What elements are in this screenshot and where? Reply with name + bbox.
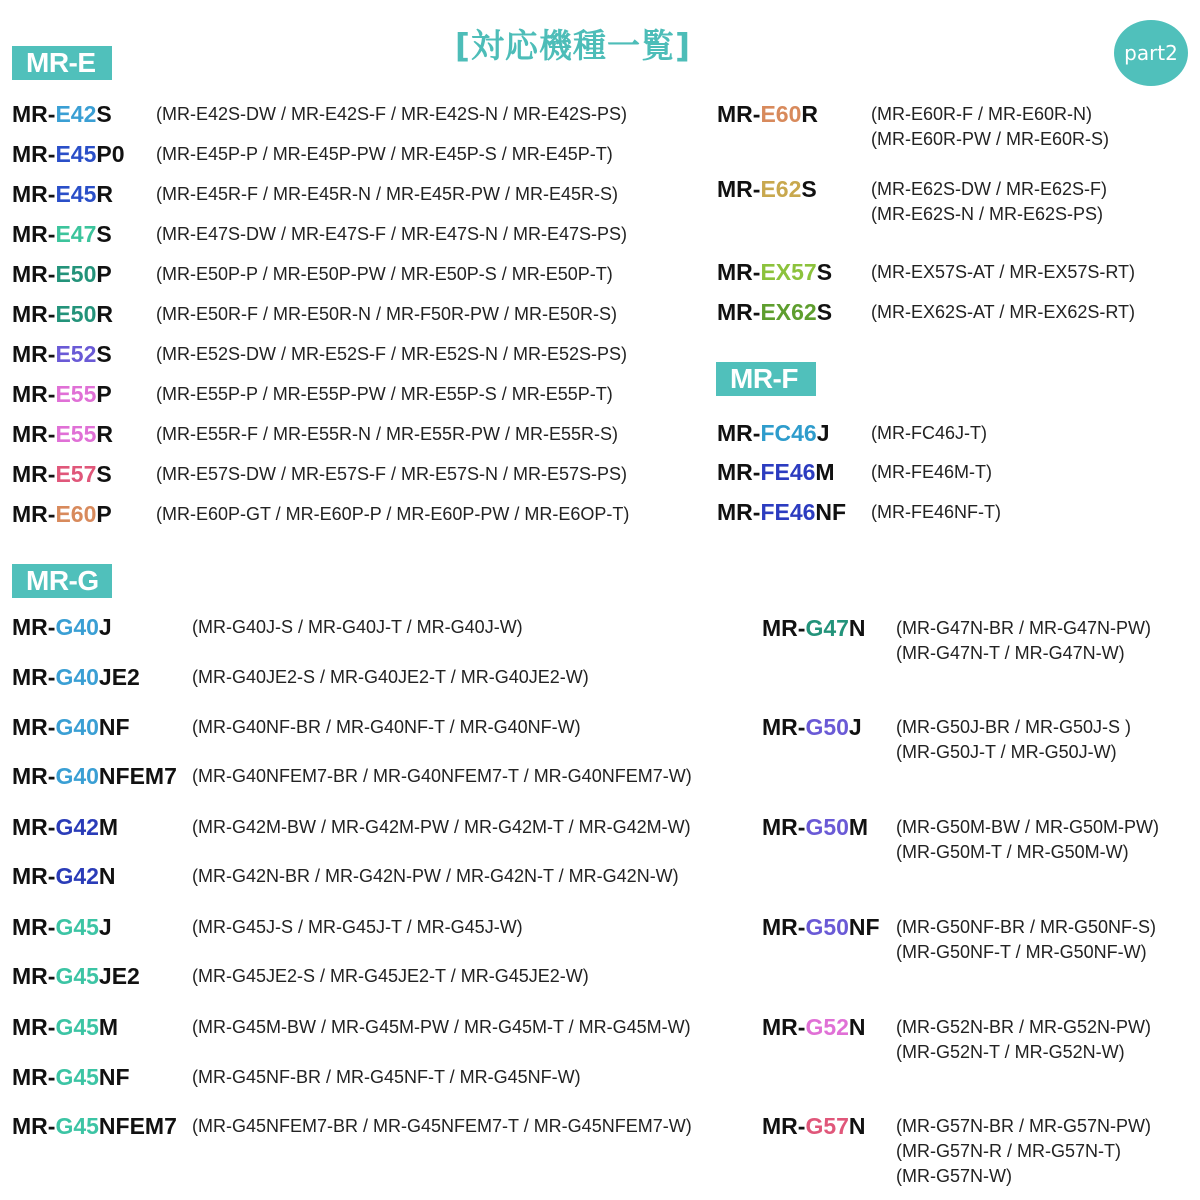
model-name xyxy=(717,176,817,202)
model-prefix: MR- xyxy=(12,1064,56,1090)
model-prefix: MR- xyxy=(717,101,761,127)
model-suffix: M xyxy=(815,459,835,485)
variant-line: (MR-E45R-F / MR-E45R-N / MR-E45R-PW / MR-E45R-S) xyxy=(156,184,619,204)
model-name xyxy=(12,914,112,940)
model-name xyxy=(717,499,846,525)
model-prefix: MR- xyxy=(717,176,761,202)
model-suffix: J xyxy=(98,914,112,940)
model-prefix: MR- xyxy=(12,141,56,167)
model-variants xyxy=(896,1114,1151,1189)
model-prefix: MR- xyxy=(12,664,56,690)
section-header-mr-e: MR-E xyxy=(12,46,112,80)
model-variants xyxy=(192,715,581,740)
model-suffix: P xyxy=(96,381,112,407)
model-prefix: MR- xyxy=(717,299,761,325)
variant-line: (MR-G57N-BR / MR-G57N-PW) xyxy=(896,1116,1151,1136)
model-series-code: EX57 xyxy=(760,259,817,285)
model-name xyxy=(12,261,112,287)
model-suffix: R xyxy=(96,301,113,327)
model-variants xyxy=(156,302,617,327)
model-prefix: MR- xyxy=(12,461,56,487)
model-suffix: N xyxy=(848,1113,866,1139)
model-name xyxy=(762,714,862,740)
model-series-code: E50 xyxy=(55,261,97,287)
variant-line: (MR-E52S-DW / MR-E52S-F / MR-E52S-N / MR-E52S-PS) xyxy=(156,344,628,364)
model-series-code: E60 xyxy=(760,101,802,127)
variant-line: (MR-G52N-BR / MR-G52N-PW) xyxy=(896,1017,1151,1037)
model-variants xyxy=(156,222,627,247)
model-variants xyxy=(192,665,589,690)
model-variants xyxy=(192,1065,581,1090)
model-series-code: G50 xyxy=(805,914,849,940)
model-series-code: G47 xyxy=(805,615,849,641)
model-name xyxy=(12,863,116,889)
variant-line: (MR-G40J-S / MR-G40J-T / MR-G40J-W) xyxy=(192,617,523,637)
model-variants xyxy=(192,964,589,989)
model-suffix: P xyxy=(96,501,112,527)
model-series-code: G42 xyxy=(55,863,99,889)
model-name xyxy=(762,1113,866,1139)
model-prefix: MR- xyxy=(12,1113,56,1139)
model-series-code: E50 xyxy=(55,301,97,327)
variant-line: (MR-G50J-T / MR-G50J-W) xyxy=(896,742,1117,762)
model-variants xyxy=(871,460,992,485)
variant-line: (MR-G57N-R / MR-G57N-T) xyxy=(896,1141,1121,1161)
variant-line: (MR-G45NF-BR / MR-G45NF-T / MR-G45NF-W) xyxy=(192,1067,581,1087)
model-prefix: MR- xyxy=(717,499,761,525)
model-prefix: MR- xyxy=(12,814,56,840)
model-variants xyxy=(896,1015,1151,1065)
model-prefix: MR- xyxy=(717,459,761,485)
model-variants xyxy=(156,262,613,287)
variant-line: (MR-G50M-BW / MR-G50M-PW) xyxy=(896,817,1159,837)
model-prefix: MR- xyxy=(12,1014,56,1040)
section-header-mr-f: MR-F xyxy=(716,362,816,396)
model-variants xyxy=(156,342,627,367)
model-series-code: G57 xyxy=(805,1113,849,1139)
model-prefix: MR- xyxy=(762,615,806,641)
model-suffix: NFEM7 xyxy=(98,1113,177,1139)
model-variants xyxy=(192,1114,692,1139)
model-variants xyxy=(871,102,1109,152)
model-suffix: NF xyxy=(98,714,130,740)
model-prefix: MR- xyxy=(12,261,56,287)
variant-line: (MR-E55P-P / MR-E55P-PW / MR-E55P-S / MR-E55P-T) xyxy=(156,384,613,404)
model-prefix: MR- xyxy=(762,814,806,840)
model-suffix: J xyxy=(816,420,830,446)
model-variants xyxy=(156,182,618,207)
model-series-code: E57 xyxy=(55,461,97,487)
model-prefix: MR- xyxy=(12,421,56,447)
variant-line: (MR-G42N-BR / MR-G42N-PW / MR-G42N-T / MR-G42N-W) xyxy=(192,866,679,886)
model-series-code: G40 xyxy=(55,763,99,789)
model-series-code: FE46 xyxy=(760,499,816,525)
model-suffix: N xyxy=(848,1014,866,1040)
model-series-code: E62 xyxy=(760,176,802,202)
model-series-code: E55 xyxy=(55,421,97,447)
model-name xyxy=(12,1064,130,1090)
model-name xyxy=(762,814,868,840)
model-name xyxy=(12,763,177,789)
model-series-code: G45 xyxy=(55,1064,99,1090)
model-name xyxy=(12,141,125,167)
variant-line: (MR-E55R-F / MR-E55R-N / MR-E55R-PW / MR-E55R-S) xyxy=(156,424,619,444)
model-suffix: J xyxy=(848,714,862,740)
variant-line: (MR-E60R-F / MR-E60R-N) xyxy=(871,104,1093,124)
model-suffix: S xyxy=(816,299,833,325)
variant-line: (MR-G40NF-BR / MR-G40NF-T / MR-G40NF-W) xyxy=(192,717,581,737)
model-variants xyxy=(192,615,523,640)
model-variants xyxy=(156,382,613,407)
model-suffix: JE2 xyxy=(98,664,140,690)
model-suffix: R xyxy=(96,421,113,447)
model-suffix: M xyxy=(98,814,119,840)
variant-line: (MR-E60R-PW / MR-E60R-S) xyxy=(871,129,1110,149)
model-prefix: MR- xyxy=(12,763,56,789)
model-suffix: S xyxy=(816,259,833,285)
model-prefix: MR- xyxy=(12,714,56,740)
model-suffix: M xyxy=(98,1014,119,1040)
model-suffix: N xyxy=(98,863,116,889)
variant-line: (MR-E47S-DW / MR-E47S-F / MR-E47S-N / MR-E47S-PS) xyxy=(156,224,628,244)
variant-line: (MR-EX57S-AT / MR-EX57S-RT) xyxy=(871,262,1136,282)
model-series-code: G42 xyxy=(55,814,99,840)
variant-line: (MR-FC46J-T) xyxy=(871,423,987,443)
variant-line: (MR-G52N-T / MR-G52N-W) xyxy=(896,1042,1125,1062)
model-series-code: EX62 xyxy=(760,299,817,325)
model-suffix: N xyxy=(848,615,866,641)
variant-line: (MR-G57N-W) xyxy=(896,1166,1012,1186)
model-prefix: MR- xyxy=(717,420,761,446)
model-name xyxy=(762,615,866,641)
model-suffix: NF xyxy=(815,499,847,525)
model-suffix: M xyxy=(848,814,869,840)
page-title: [対応機種一覧] xyxy=(454,26,692,65)
model-variants xyxy=(192,764,692,789)
model-name xyxy=(717,459,835,485)
variant-line: (MR-G45J-S / MR-G45J-T / MR-G45J-W) xyxy=(192,917,523,937)
model-variants xyxy=(192,915,523,940)
variant-line: (MR-E50P-P / MR-E50P-PW / MR-E50P-S / MR-E50P-T) xyxy=(156,264,613,284)
model-suffix: S xyxy=(96,101,112,127)
model-suffix: P0 xyxy=(96,141,125,167)
model-variants xyxy=(156,502,629,527)
model-name xyxy=(12,181,113,207)
model-suffix: R xyxy=(96,181,113,207)
model-variants xyxy=(871,300,1135,325)
model-variants xyxy=(896,815,1159,865)
variant-line: (MR-E50R-F / MR-E50R-N / MR-F50R-PW / MR-E50R-S) xyxy=(156,304,618,324)
model-series-code: G40 xyxy=(55,714,99,740)
model-series-code: E45 xyxy=(55,141,97,167)
model-series-code: FE46 xyxy=(760,459,816,485)
model-suffix: P xyxy=(96,261,112,287)
model-name xyxy=(717,299,832,325)
model-prefix: MR- xyxy=(762,1113,806,1139)
model-suffix: S xyxy=(801,176,817,202)
model-prefix: MR- xyxy=(717,259,761,285)
model-series-code: G50 xyxy=(805,814,849,840)
model-suffix: NF xyxy=(98,1064,130,1090)
model-prefix: MR- xyxy=(12,101,56,127)
model-name xyxy=(717,101,818,127)
model-name xyxy=(12,1014,118,1040)
model-variants xyxy=(896,616,1151,666)
model-name xyxy=(717,259,832,285)
model-prefix: MR- xyxy=(762,914,806,940)
variant-line: (MR-G50M-T / MR-G50M-W) xyxy=(896,842,1129,862)
model-series-code: G45 xyxy=(55,1113,99,1139)
model-name xyxy=(717,420,829,446)
model-name xyxy=(762,914,880,940)
model-prefix: MR- xyxy=(12,301,56,327)
model-series-code: G45 xyxy=(55,914,99,940)
model-series-code: G50 xyxy=(805,714,849,740)
model-prefix: MR- xyxy=(12,863,56,889)
model-prefix: MR- xyxy=(12,381,56,407)
model-suffix: NF xyxy=(848,914,880,940)
model-name xyxy=(12,421,113,447)
model-variants xyxy=(192,1015,691,1040)
model-name xyxy=(12,101,112,127)
model-name xyxy=(762,1014,866,1040)
variant-line: (MR-G47N-T / MR-G47N-W) xyxy=(896,643,1125,663)
model-series-code: G45 xyxy=(55,963,99,989)
model-series-code: E52 xyxy=(55,341,97,367)
model-name xyxy=(12,461,112,487)
variant-line: (MR-G45M-BW / MR-G45M-PW / MR-G45M-T / MR-G45M-W) xyxy=(192,1017,691,1037)
variant-line: (MR-E62S-N / MR-E62S-PS) xyxy=(871,204,1104,224)
model-name xyxy=(12,1113,177,1139)
model-name xyxy=(12,614,112,640)
model-suffix: S xyxy=(96,221,112,247)
variant-line: (MR-E45P-P / MR-E45P-PW / MR-E45P-S / MR-E45P-T) xyxy=(156,144,613,164)
variant-line: (MR-G45JE2-S / MR-G45JE2-T / MR-G45JE2-W) xyxy=(192,966,589,986)
model-prefix: MR- xyxy=(12,221,56,247)
model-prefix: MR- xyxy=(12,914,56,940)
variant-line: (MR-G40NFEM7-BR / MR-G40NFEM7-T / MR-G40NFEM7-W) xyxy=(192,766,692,786)
model-name xyxy=(12,221,112,247)
model-name xyxy=(12,501,112,527)
model-prefix: MR- xyxy=(12,963,56,989)
variant-line: (MR-EX62S-AT / MR-EX62S-RT) xyxy=(871,302,1136,322)
variant-line: (MR-E60P-GT / MR-E60P-P / MR-E60P-PW / MR-E6OP-T) xyxy=(156,504,630,524)
model-series-code: E45 xyxy=(55,181,97,207)
model-name xyxy=(12,664,140,690)
variant-line: (MR-G42M-BW / MR-G42M-PW / MR-G42M-T / MR-G42M-W) xyxy=(192,817,691,837)
model-variants xyxy=(156,102,627,127)
variant-line: (MR-FE46NF-T) xyxy=(871,502,1001,522)
model-series-code: G45 xyxy=(55,1014,99,1040)
model-variants xyxy=(156,462,627,487)
variant-line: (MR-E42S-DW / MR-E42S-F / MR-E42S-N / MR-E42S-PS) xyxy=(156,104,628,124)
model-name xyxy=(12,963,140,989)
model-suffix: S xyxy=(96,461,112,487)
model-name xyxy=(12,814,118,840)
model-variants xyxy=(156,422,618,447)
model-suffix: J xyxy=(98,614,112,640)
model-series-code: G40 xyxy=(55,614,99,640)
model-prefix: MR- xyxy=(12,341,56,367)
model-name xyxy=(12,381,112,407)
variant-line: (MR-FE46M-T) xyxy=(871,462,992,482)
model-suffix: NFEM7 xyxy=(98,763,177,789)
model-prefix: MR- xyxy=(762,1014,806,1040)
model-series-code: E60 xyxy=(55,501,97,527)
model-prefix: MR- xyxy=(12,614,56,640)
model-series-code: G52 xyxy=(805,1014,849,1040)
variant-line: (MR-G47N-BR / MR-G47N-PW) xyxy=(896,618,1151,638)
variant-line: (MR-G40JE2-S / MR-G40JE2-T / MR-G40JE2-W) xyxy=(192,667,589,687)
model-variants xyxy=(896,915,1156,965)
model-variants xyxy=(871,177,1107,227)
variant-line: (MR-G45NFEM7-BR / MR-G45NFEM7-T / MR-G45NFEM7-W) xyxy=(192,1116,692,1136)
part-badge: part2 xyxy=(1114,20,1188,86)
model-variants xyxy=(871,260,1135,285)
model-series-code: E47 xyxy=(55,221,97,247)
variant-line: (MR-E57S-DW / MR-E57S-F / MR-E57S-N / MR-E57S-PS) xyxy=(156,464,628,484)
model-variants xyxy=(192,815,691,840)
model-suffix: JE2 xyxy=(98,963,140,989)
model-variants xyxy=(871,421,987,446)
variant-line: (MR-G50NF-BR / MR-G50NF-S) xyxy=(896,917,1156,937)
variant-line: (MR-E62S-DW / MR-E62S-F) xyxy=(871,179,1108,199)
model-suffix: R xyxy=(801,101,818,127)
section-header-mr-g: MR-G xyxy=(12,564,112,598)
model-variants xyxy=(871,500,1001,525)
model-variants xyxy=(896,715,1131,765)
model-series-code: E55 xyxy=(55,381,97,407)
model-name xyxy=(12,341,112,367)
model-name xyxy=(12,301,113,327)
model-suffix: S xyxy=(96,341,112,367)
variant-line: (MR-G50J-BR / MR-G50J-S ) xyxy=(896,717,1132,737)
model-series-code: G40 xyxy=(55,664,99,690)
model-prefix: MR- xyxy=(12,181,56,207)
model-prefix: MR- xyxy=(12,501,56,527)
model-series-code: FC46 xyxy=(760,420,817,446)
model-variants xyxy=(192,864,679,889)
model-prefix: MR- xyxy=(762,714,806,740)
variant-line: (MR-G50NF-T / MR-G50NF-W) xyxy=(896,942,1147,962)
model-name xyxy=(12,714,130,740)
model-variants xyxy=(156,142,613,167)
model-series-code: E42 xyxy=(55,101,97,127)
